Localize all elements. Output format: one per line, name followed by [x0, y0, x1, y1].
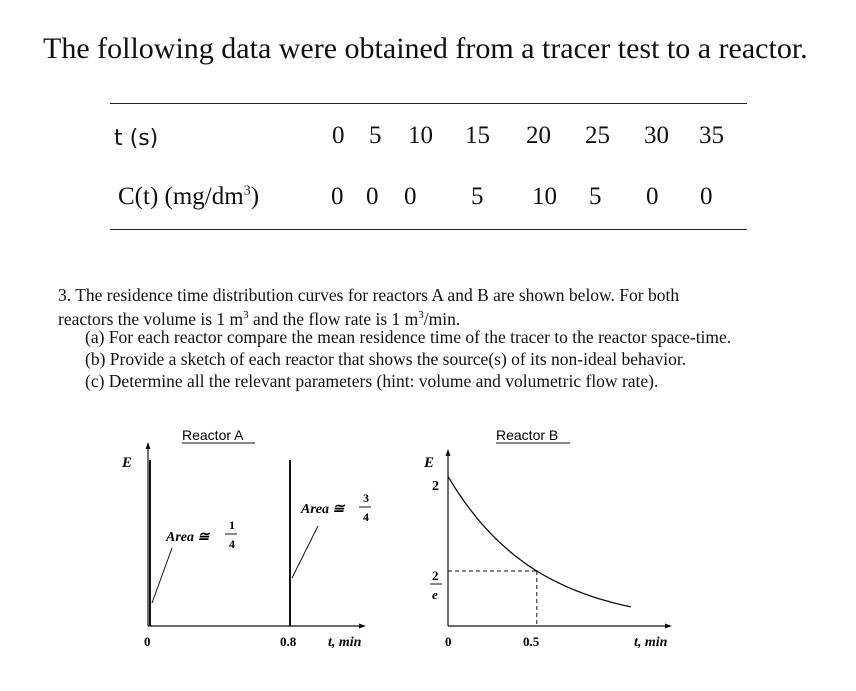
- table-cell: 0: [331, 183, 344, 210]
- reactor-a-area-den-1: 4: [229, 537, 235, 551]
- table-cell: 25: [585, 122, 610, 149]
- reactor-a-y-arrow: [146, 442, 151, 449]
- reactor-a-x-tick-0: 0: [144, 634, 151, 649]
- reactor-b-y-tick-2: 2: [432, 479, 439, 494]
- table-bottom-rule: [110, 229, 747, 230]
- reactor-b-title: Reactor B: [496, 427, 559, 443]
- reactor-a-y-label: E: [122, 455, 133, 471]
- reactor-a-area-num-2: 3: [363, 491, 369, 505]
- row-label-time: t (s): [114, 126, 159, 151]
- problem-intro-line2: reactors the volume is 1 $m^3$ and the flow rate is 1 $m^3/\min$.: [58, 308, 461, 329]
- reactor-a-area-pointer-2: [292, 526, 318, 578]
- table-cell: 35: [699, 122, 724, 149]
- reactor-b-y-arrow: [446, 449, 451, 456]
- reactor-a-x-label: t, min: [328, 635, 362, 650]
- table-cell: 0: [700, 183, 713, 210]
- reactor-b-x-tick-0: 0: [445, 634, 452, 649]
- reactor-b-chart: [410, 418, 700, 668]
- row-label-concentration: C(t) $(mg/dm^3)$: [118, 183, 260, 210]
- reactor-a-x-arrow: [359, 624, 366, 629]
- reactor-a-x-tick-0.8: 0.8: [280, 634, 297, 649]
- table-cell: 0: [366, 183, 379, 210]
- reactor-a-area-pointer-1: [152, 548, 172, 603]
- table-cell: 0: [332, 122, 345, 149]
- reactor-b-x-tick-0.5: 0.5: [523, 634, 540, 649]
- heading: The following data were obtained from a tracer test to a reactor.: [43, 32, 808, 65]
- table-cell: 10: [408, 122, 433, 149]
- table-cell: 15: [465, 122, 490, 149]
- table-cell: 0: [646, 183, 659, 210]
- table-cell: 5: [589, 183, 602, 210]
- table-cell: 0: [404, 183, 417, 210]
- table-cell: 20: [526, 122, 551, 149]
- reactor-b-x-arrow: [665, 624, 672, 629]
- problem-item-c: (c) Determine all the relevant parameters (hint: volume and volumetric flow rate).: [85, 371, 659, 391]
- reactor-a-area-label-1: Area ≅: [166, 530, 210, 545]
- problem-intro-line1: 3. The residence time distribution curves for reactors A and B are shown below. For both: [58, 285, 680, 305]
- reactor-b-e-curve: [448, 476, 631, 607]
- reactor-a-area-den-2: 4: [363, 510, 369, 524]
- table-top-rule: [110, 103, 747, 104]
- reactor-b-y-frac-num: 2: [432, 568, 439, 583]
- table-cell: 30: [644, 122, 669, 149]
- reactor-a-area-label-2: Area ≅: [301, 502, 345, 517]
- problem-item-a: (a) For each reactor compare the mean residence time of the tracer to the reactor space-time.: [85, 327, 732, 347]
- reactor-a-area-num-1: 1: [229, 518, 235, 532]
- table-cell: 5: [369, 122, 382, 149]
- table-cell: 5: [471, 183, 484, 210]
- reactor-a-chart: [100, 418, 400, 668]
- reactor-b-y-frac-den: e: [432, 587, 438, 602]
- reactor-a-title: Reactor A: [182, 427, 244, 443]
- problem-item-b: (b) Provide a sketch of each reactor that shows the source(s) of its non-ideal behavior.: [85, 349, 687, 369]
- reactor-b-y-label: E: [424, 455, 435, 471]
- table-cell: 10: [532, 183, 557, 210]
- reactor-b-x-label: t, min: [634, 635, 668, 650]
